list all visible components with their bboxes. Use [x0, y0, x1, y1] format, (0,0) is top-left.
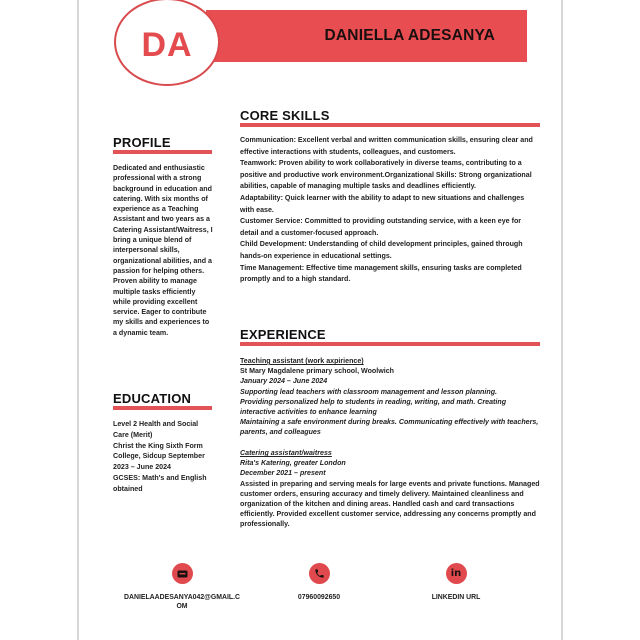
job-entry-teaching-assistant	[240, 356, 540, 438]
skill-customer-service: Customer Service: Committed to providing outstanding service, with a keen eye for detail and a customer-focused approach.	[240, 217, 522, 237]
monogram-initials: DA	[141, 25, 193, 64]
contact-email	[122, 563, 242, 611]
education-line: Level 2 Health and Social Care (Merit)	[113, 420, 199, 439]
email-address[interactable]: DANIELAADESANYA042@GMAIL.COM	[124, 594, 240, 610]
education-line: Christ the King Sixth Form College, Sidcup September 2023 – June 2024	[113, 441, 205, 472]
job-dates: January 2024 – June 2024	[240, 377, 328, 386]
job-employer: Rita's Katering, greater London	[240, 459, 346, 468]
skill-child-development: Child Development: Understanding of child development principles, gained through hands-on experience in educational settings.	[240, 240, 523, 260]
core-skills-heading: CORE SKILLS	[240, 108, 330, 123]
linkedin-link[interactable]: LINKEDIN URL	[431, 594, 481, 601]
job-detail: Providing personalized help to students in reading, writing, and math. Creating interactive activities to enhance learning	[240, 397, 507, 417]
page-edge-left	[77, 0, 79, 640]
contact-phone	[259, 563, 379, 602]
phone-number[interactable]: 07960092650	[297, 594, 341, 601]
linkedin-icon: in	[446, 563, 467, 584]
monogram-badge	[114, 0, 220, 86]
experience-heading: EXPERIENCE	[240, 327, 326, 342]
education-line: GCSES: Math's and English obtained	[113, 473, 207, 493]
job-employer: St Mary Magdalene primary school, Woolwich	[240, 367, 394, 376]
skill-teamwork-organizational: Teamwork: Proven ability to work collaboratively in diverse teams, contributing to a positive and productive work environment.Organizational Skills: Strong organizational abilities, capable of managing multiple tasks and deadlines efficiently.	[240, 159, 532, 191]
job-detail: Supporting lead teachers with classroom management and lesson planning.	[240, 387, 498, 396]
profile-heading: PROFILE	[113, 135, 171, 150]
name-banner	[206, 10, 527, 62]
profile-text	[113, 163, 215, 338]
core-skills-list	[240, 135, 540, 286]
contact-linkedin	[396, 563, 516, 602]
skill-communication: Communication: Excellent verbal and written communication skills, ensuring clear and effective interactions with students, colleagues, and customers.	[240, 136, 533, 156]
profile-rule	[113, 150, 212, 154]
email-icon	[172, 563, 193, 584]
job-detail: Maintaining a safe environment during breaks. Communicating effectively with teachers, parents, and colleagues	[240, 418, 539, 437]
candidate-name: DANIELLA ADESANYA	[324, 27, 495, 44]
job-dates: December 2021 – present	[240, 469, 326, 478]
job-entry-catering-assistant	[240, 448, 540, 530]
page-edge-right	[561, 0, 563, 640]
job-title: Catering assistant/waitress	[240, 449, 332, 457]
education-heading: EDUCATION	[113, 391, 192, 406]
job-title: Teaching assistant (work axpirience)	[240, 357, 364, 365]
education-list	[113, 419, 215, 495]
experience-rule	[240, 342, 540, 346]
job-detail: Assisted in preparing and serving meals for large events and private functions. Managed customer orders, ensuring accuracy and timely delivery. Maintained cleanliness and organization of the kitchen and dining areas. Handled cash and card transactions efficiently. Provided excellent customer service, addressing any concerns promptly and professionally.	[240, 479, 540, 529]
core-skills-rule	[240, 123, 540, 127]
skill-adaptability: Adaptability: Quick learner with the ability to adapt to new situations and challenges with ease.	[240, 193, 525, 214]
profile-paragraph: Dedicated and enthusiastic professional with a strong background in education and catering. With six months of experience as a Teaching Assistant and two years as a Catering Assistant/Waitress, I bring a unique blend of interpersonal skills, organizational abilities, and a passion for helping others. Proven ability to manage multiple tasks efficiently while providing excellent service. Eager to contribute my skills and experiences to a dynamic team.	[113, 164, 213, 337]
education-rule	[113, 406, 212, 410]
skill-time-management: Time Management: Effective time management skills, ensuring tasks are completed promptly and to a high standard.	[240, 263, 522, 284]
phone-icon	[309, 563, 330, 584]
